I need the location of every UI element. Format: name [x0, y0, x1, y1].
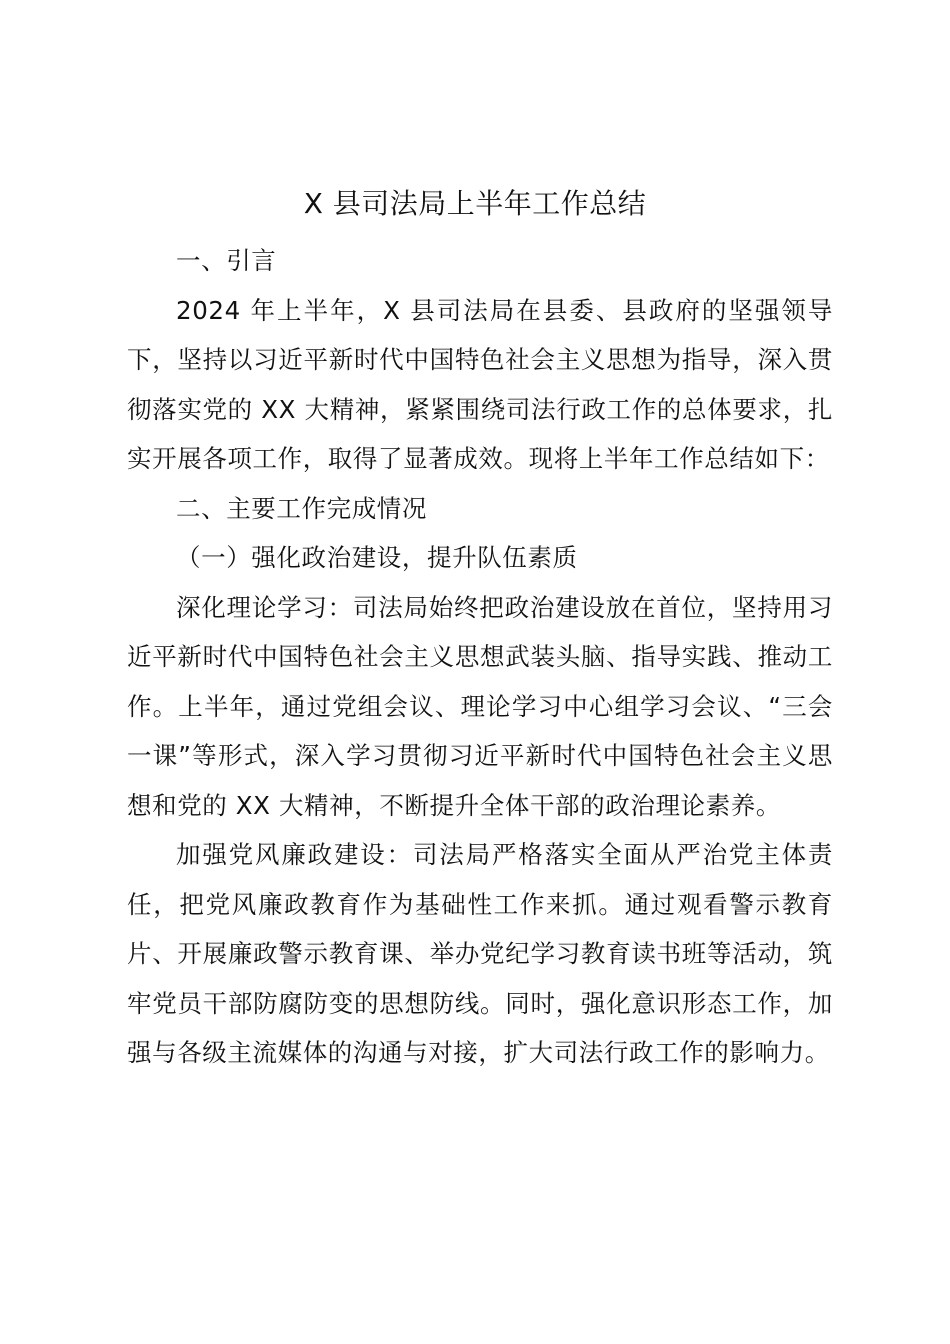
document-title: X 县司法局上半年工作总结 [303, 187, 647, 220]
integrity-building-paragraph: 加强党风廉政建设：司法局严格落实全面从严治党主体责任，把党风廉政教育作为基础性工作来抓。通过观看警示教育片、开展廉政警示教育课、举办党纪学习教育读书班等活动，筑牢党员干部防腐防变的思想防线。同时，强化意识形态工作，加强与各级主流媒体的沟通与对接，扩大司法行政工作的影响力。 [127, 840, 833, 1067]
theory-study-paragraph: 深化理论学习：司法局始终把政治建设放在首位，坚持用习近平新时代中国特色社会主义思想武装头脑、指导实践、推动工作。上半年，通过党组会议、理论学习中心组学习会议、“三会一课”等形式，深入学习贯彻习近平新时代中国特色社会主义思想和党的 XX 大精神，不断提升全体干部的政治理论素养。 [127, 592, 833, 820]
subsection-heading-political-building: （一）强化政治建设，提升队伍素质 [176, 543, 578, 572]
section-heading-main-work: 二、主要工作完成情况 [176, 493, 427, 523]
document-body [127, 236, 833, 1078]
section-heading-introduction: 一、引言 [176, 246, 277, 275]
intro-paragraph: 2024 年上半年，X 县司法局在县委、县政府的坚强领导下，坚持以习近平新时代中国特色社会主义思想为指导，深入贯彻落实党的 XX 大精神，紧紧围绕司法行政工作的总体要求，扎实开展各项工作，取得了显著成效。现将上半年工作总结如下： [127, 295, 833, 473]
